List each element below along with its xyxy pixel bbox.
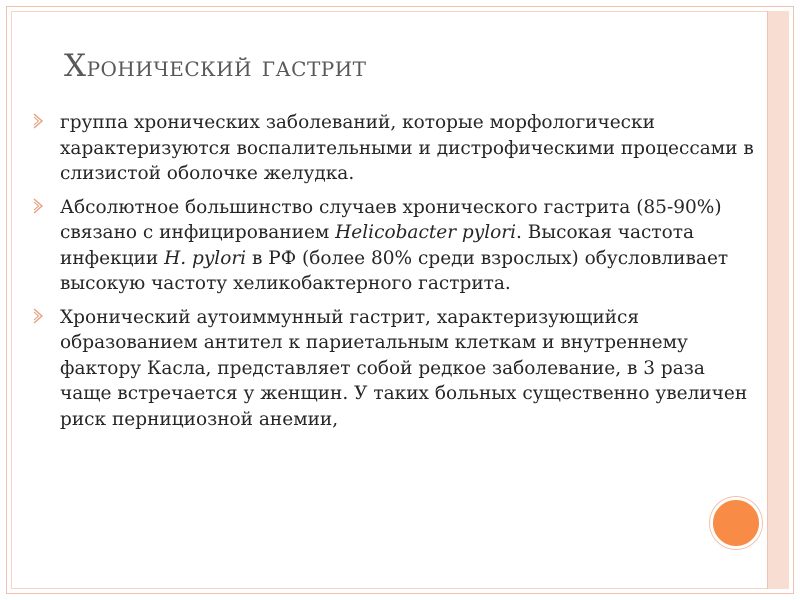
bullet-text-italic: H. pylori [164,247,247,269]
slide-title-initial: Х [64,48,87,84]
bullet-text-italic: Helicobacter pylori [335,222,517,243]
bullet-text-part: в РФ (более 80% среди взрослых) обусловливает высокую частоту хеликобактерного гастрита. [60,247,729,294]
bullet-item-definition [32,110,762,187]
hollow-arrow-bullet-icon [32,112,46,130]
slide-body [32,110,762,440]
decorative-orange-circle [710,497,762,549]
hollow-arrow-bullet-icon [32,197,46,215]
hollow-arrow-bullet-icon [32,307,46,325]
bullet-text-part: . Высокая частота инфекции [60,222,695,269]
slide-title-rest: ронический гастрит [86,49,367,83]
bullet-text: Хронический аутоиммунный гастрит, характеризующийся образованием антител к париетальным клеткам и внутреннему фактору Касла, представляет собой редкое заболевание, в 3 раза чаще встречается у женщин. У таких больных существенно увеличен риск пернициозной анемии, [60,306,748,430]
bullet-item-helicobacter [32,195,762,297]
bullet-item-autoimmune [32,305,762,433]
slide-title [64,46,744,86]
bullet-text-part: Абсолютное большинство случаев хронического гастрита (85-90%) связано с инфицированием [60,196,722,243]
bullet-text: группа хронических заболеваний, которые морфологически характеризуются воспалительными и дистрофическими процессами в слизистой оболочке желудка. [60,112,754,184]
decorative-right-stripe [767,11,789,589]
